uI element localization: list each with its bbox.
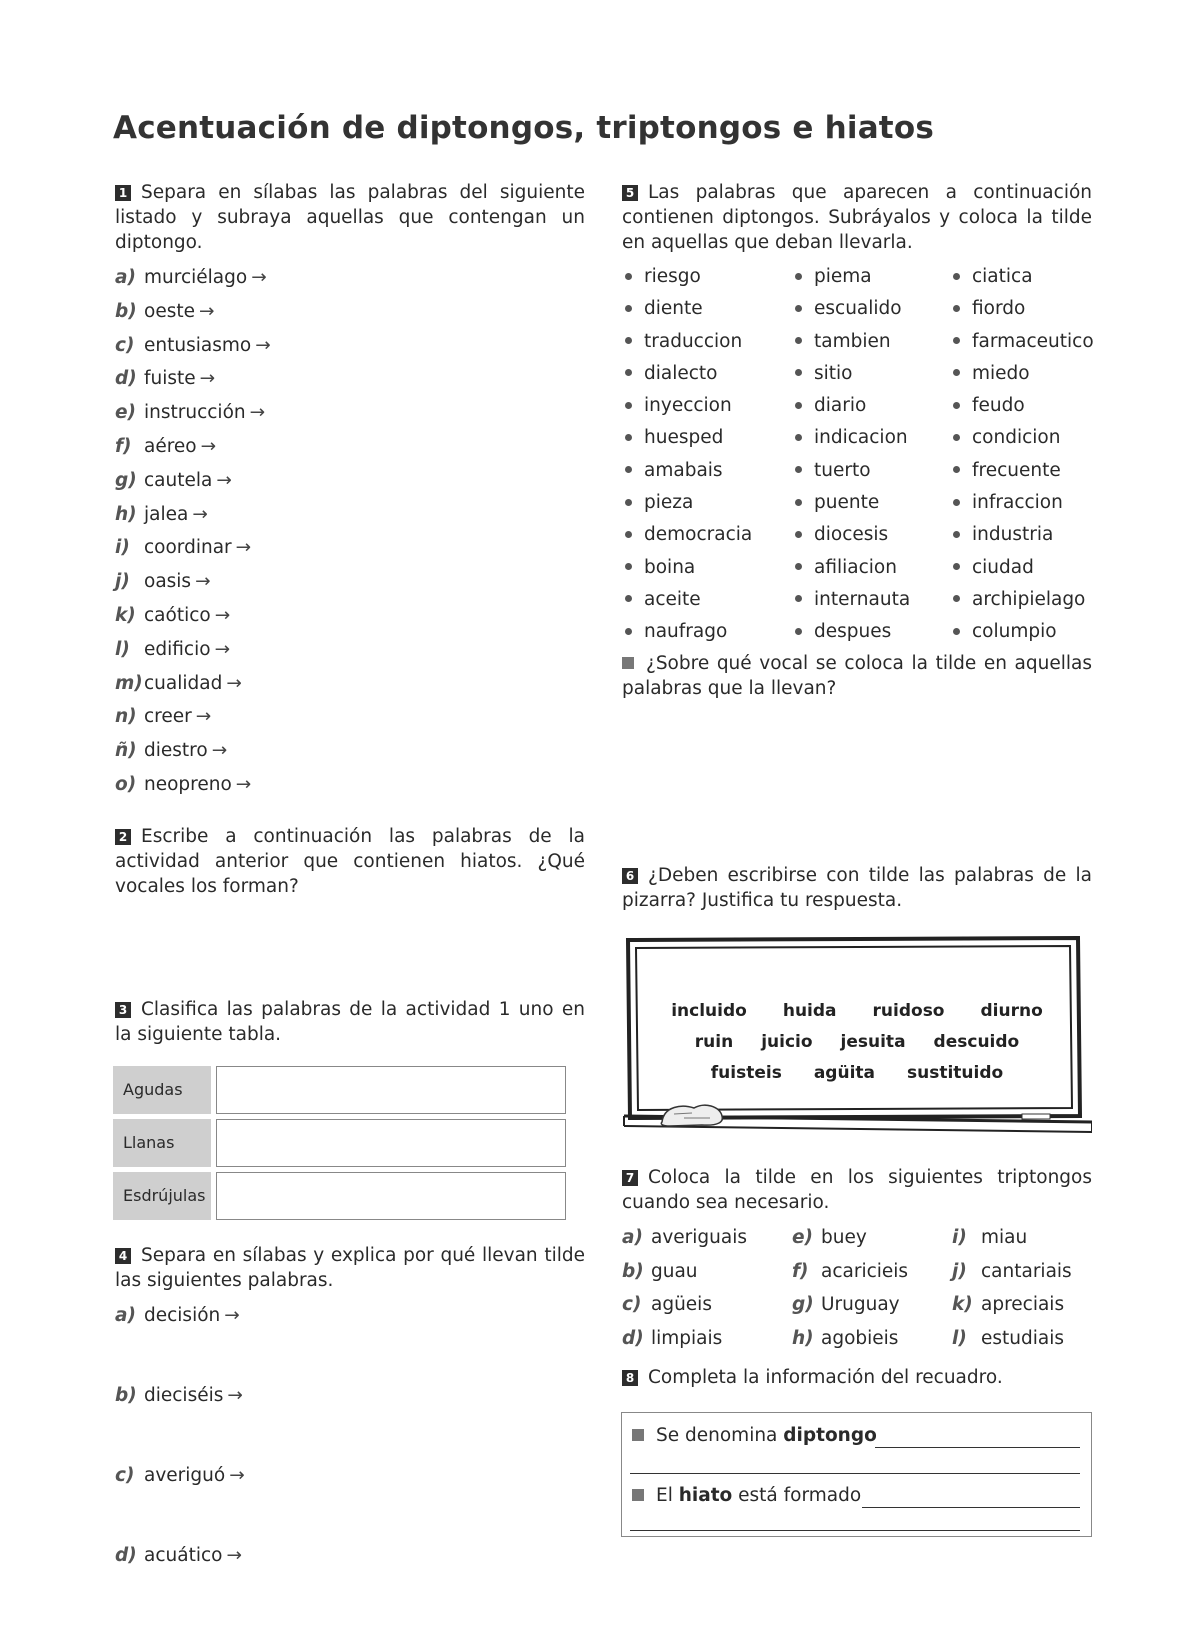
- word: archipielago: [972, 588, 1086, 610]
- info-keyword: diptongo: [783, 1425, 877, 1446]
- list-item: [950, 261, 1100, 293]
- item-word: oeste: [144, 300, 195, 322]
- arrow-icon: →: [249, 402, 266, 424]
- bullet-icon: [953, 434, 960, 441]
- item-letter: a): [115, 267, 136, 288]
- item-word: oasis: [144, 571, 192, 593]
- list-item: [115, 362, 585, 396]
- item-word: jalea: [144, 503, 189, 525]
- list-item: [115, 464, 585, 498]
- answer-line[interactable]: [630, 1473, 1080, 1474]
- exercise-number: 8: [622, 1370, 638, 1386]
- bullet-icon: [625, 305, 632, 312]
- word: fiordo: [972, 298, 1026, 320]
- list-item: [115, 295, 585, 329]
- item-letter: h): [115, 503, 137, 525]
- list-item: [792, 261, 950, 293]
- exercise-number: 1: [115, 185, 131, 201]
- item-word: guau: [651, 1260, 698, 1282]
- list-item: [952, 1322, 1102, 1356]
- exercise-1-prompt: [115, 180, 585, 255]
- arrow-icon: →: [214, 638, 231, 660]
- bullet-icon: [953, 337, 960, 344]
- list-item: [792, 487, 950, 519]
- list-item: [115, 734, 585, 768]
- word-bullet-grid: [622, 261, 1092, 649]
- square-bullet-icon: [622, 657, 634, 669]
- square-bullet-icon: [632, 1489, 644, 1501]
- board-word: incluido: [671, 1001, 747, 1021]
- exercise-text: Clasifica las palabras de la actividad 1 uno en la siguiente tabla.: [115, 998, 585, 1045]
- word: aceite: [644, 588, 701, 610]
- list-item: [792, 422, 950, 454]
- arrow-icon: →: [200, 435, 217, 457]
- bullet-icon: [795, 466, 802, 473]
- word: diente: [644, 298, 703, 320]
- board-word: fuisteis: [710, 1063, 782, 1083]
- row-label: Agudas: [113, 1066, 211, 1114]
- list-item: [950, 326, 1100, 358]
- subquestion-text: ¿Sobre qué vocal se coloca la tilde en aquellas palabras que la llevan?: [622, 652, 1092, 699]
- word: diocesis: [814, 524, 889, 546]
- exercise-4-list: [115, 1299, 585, 1573]
- table-row: [113, 1172, 566, 1220]
- word: riesgo: [644, 266, 701, 287]
- arrow-icon: →: [229, 1464, 245, 1486]
- table-row: [113, 1119, 566, 1167]
- word: puente: [814, 492, 880, 514]
- answer-line[interactable]: [875, 1447, 1080, 1448]
- word: dialecto: [644, 362, 718, 384]
- bullet-icon: [795, 499, 802, 506]
- word: tuerto: [814, 459, 871, 481]
- item-word: cautela: [144, 469, 213, 491]
- item-word: creer: [144, 706, 192, 728]
- exercise-7-prompt: [622, 1165, 1092, 1215]
- item-word: miau: [981, 1227, 1028, 1248]
- item-word: caótico: [144, 604, 211, 626]
- word: naufrago: [644, 621, 728, 643]
- list-item: [952, 1288, 1102, 1322]
- item-letter: c): [622, 1294, 642, 1315]
- list-item: [792, 358, 950, 390]
- item-word: diestro: [144, 740, 208, 762]
- board-row: [622, 996, 1092, 1027]
- board-word: sustituido: [907, 1063, 1004, 1083]
- item-word: cantariais: [981, 1260, 1072, 1282]
- exercise-text: Completa la información del recuadro.: [648, 1367, 1003, 1388]
- word: tambien: [814, 330, 891, 352]
- list-item: [115, 430, 585, 464]
- bullet-icon: [795, 402, 802, 409]
- row-label: Llanas: [113, 1119, 211, 1167]
- exercise-text: Coloca la tilde en los siguientes triptongos cuando sea necesario.: [622, 1167, 1092, 1213]
- list-item: [622, 390, 792, 422]
- item-letter: j): [952, 1260, 967, 1282]
- list-item: [115, 498, 585, 532]
- board-row: [622, 1027, 1092, 1058]
- list-item: [622, 519, 792, 551]
- list-item: [115, 329, 585, 363]
- list-item: [115, 599, 585, 633]
- item-word: acaricieis: [821, 1260, 909, 1282]
- item-word: edificio: [144, 638, 211, 660]
- chalkboard-illustration: [622, 936, 1092, 1136]
- exercise-number: 7: [622, 1170, 638, 1186]
- info-box: [621, 1412, 1092, 1537]
- bullet-icon: [953, 563, 960, 570]
- word: indicacion: [814, 427, 908, 449]
- list-item: [115, 700, 585, 734]
- exercise-text: Separa en sílabas y explica por qué llevan tilde las siguientes palabras.: [115, 1244, 585, 1291]
- item-letter: ñ): [115, 740, 137, 762]
- bullet-icon: [795, 305, 802, 312]
- left-column: [115, 180, 585, 1573]
- list-item: [622, 293, 792, 325]
- item-letter: e): [115, 402, 137, 424]
- board-row: [622, 1058, 1092, 1089]
- item-letter: h): [792, 1327, 814, 1349]
- item-letter: i): [952, 1227, 967, 1248]
- item-letter: a): [115, 1304, 136, 1326]
- list-item: [950, 358, 1100, 390]
- exercise-text: ¿Deben escribirse con tilde las palabras de la pizarra? Justifica tu respuesta.: [622, 864, 1092, 911]
- exercise-text: Escribe a continuación las palabras de la actividad anterior que contienen hiatos. ¿Qué vocales los forman?: [115, 825, 585, 897]
- bullet-icon: [795, 337, 802, 344]
- item-word: murciélago: [144, 267, 248, 288]
- bullet-icon: [953, 531, 960, 538]
- board-word: descuido: [933, 1032, 1020, 1052]
- list-item: [115, 1299, 585, 1379]
- list-item: [950, 519, 1100, 551]
- arrow-icon: →: [199, 368, 216, 390]
- item-word: aéreo: [144, 435, 197, 457]
- list-item: [622, 1221, 792, 1255]
- word: afiliacion: [814, 556, 897, 578]
- list-item: [950, 616, 1100, 648]
- info-text: Se denomina: [656, 1425, 784, 1446]
- word: farmaceutico: [972, 330, 1094, 352]
- word: democracia: [644, 524, 753, 546]
- list-item: [622, 616, 792, 648]
- arrow-icon: →: [211, 740, 228, 762]
- bullet-icon: [625, 273, 632, 280]
- arrow-icon: →: [226, 672, 242, 694]
- word: columpio: [972, 621, 1057, 643]
- word: miedo: [972, 362, 1030, 384]
- list-item: [115, 1459, 585, 1539]
- bullet-icon: [953, 499, 960, 506]
- word: amabais: [644, 459, 723, 481]
- word: infraccion: [972, 492, 1063, 514]
- item-word: agüeis: [651, 1294, 712, 1315]
- list-item: [792, 519, 950, 551]
- list-item: [792, 1221, 952, 1255]
- classification-table: [113, 1061, 566, 1225]
- item-letter: l): [115, 638, 130, 660]
- bullet-icon: [953, 369, 960, 376]
- list-item: [622, 261, 792, 293]
- item-word: averiguais: [651, 1227, 747, 1248]
- exercise-6-prompt: [622, 863, 1092, 913]
- arrow-icon: →: [195, 706, 212, 728]
- item-letter: e): [792, 1227, 814, 1248]
- table-row: [113, 1066, 566, 1114]
- bullet-icon: [625, 402, 632, 409]
- word: huesped: [644, 427, 724, 449]
- bullet-icon: [953, 466, 960, 473]
- list-item: [115, 531, 585, 565]
- item-letter: f): [115, 435, 132, 457]
- bullet-icon: [625, 369, 632, 376]
- item-word: acuático: [144, 1544, 223, 1566]
- arrow-icon: →: [251, 267, 267, 288]
- list-item: [622, 1288, 792, 1322]
- answer-box[interactable]: [216, 1172, 566, 1220]
- exercise-1-list: [115, 261, 585, 802]
- list-item: [622, 552, 792, 584]
- list-item: [115, 633, 585, 667]
- item-letter: g): [115, 469, 137, 491]
- word: boina: [644, 556, 696, 578]
- list-item: [622, 1255, 792, 1289]
- row-label: Esdrújulas: [113, 1172, 211, 1220]
- item-word: neopreno: [144, 773, 232, 795]
- bullet-icon: [625, 563, 632, 570]
- info-text: está formado: [732, 1485, 862, 1506]
- list-item: [950, 293, 1100, 325]
- item-letter: d): [115, 368, 137, 390]
- exercise-number: 2: [115, 829, 131, 845]
- item-letter: b): [115, 1384, 137, 1406]
- bullet-icon: [953, 273, 960, 280]
- word: feudo: [972, 395, 1025, 417]
- list-item: [792, 1255, 952, 1289]
- item-letter: l): [952, 1327, 967, 1349]
- square-bullet-icon: [632, 1429, 644, 1441]
- list-item: [622, 1322, 792, 1356]
- list-item: [792, 1288, 952, 1322]
- bullet-icon: [953, 595, 960, 602]
- item-letter: c): [115, 1464, 135, 1486]
- list-item: [115, 396, 585, 430]
- item-letter: g): [792, 1294, 814, 1315]
- exercise-text: Separa en sílabas las palabras del siguiente listado y subraya aquellas que contengan un diptongo.: [115, 182, 585, 253]
- item-word: instrucción: [144, 402, 246, 424]
- list-item: [622, 358, 792, 390]
- list-item: [792, 616, 950, 648]
- item-letter: b): [115, 300, 137, 322]
- answer-line[interactable]: [862, 1507, 1080, 1508]
- word: inyeccion: [644, 395, 732, 417]
- exercise-5-prompt: [622, 180, 1092, 255]
- bullet-icon: [953, 305, 960, 312]
- item-letter: a): [622, 1227, 643, 1248]
- item-word: agobieis: [821, 1327, 899, 1349]
- list-item: [622, 487, 792, 519]
- exercise-7: [622, 1165, 1092, 1390]
- item-word: dieciséis: [144, 1384, 224, 1406]
- bullet-icon: [795, 595, 802, 602]
- list-item: [115, 768, 585, 802]
- item-word: decisión: [144, 1304, 221, 1326]
- item-word: estudiais: [981, 1327, 1064, 1349]
- bullet-icon: [625, 628, 632, 635]
- word: internauta: [814, 588, 911, 610]
- list-item: [115, 261, 585, 295]
- arrow-icon: →: [192, 503, 208, 525]
- bullet-icon: [795, 628, 802, 635]
- triptongo-list: [622, 1221, 1092, 1355]
- item-letter: o): [115, 773, 137, 795]
- list-item: [115, 1539, 585, 1573]
- board-word: huida: [782, 1001, 837, 1021]
- answer-box[interactable]: [216, 1066, 566, 1114]
- item-letter: c): [115, 334, 135, 356]
- list-item: [792, 584, 950, 616]
- word: escualido: [814, 298, 902, 320]
- item-letter: k): [115, 604, 136, 626]
- list-item: [792, 390, 950, 422]
- arrow-icon: →: [235, 537, 252, 559]
- board-word: diurno: [980, 1001, 1043, 1021]
- word: frecuente: [972, 459, 1061, 481]
- info-keyword: hiato: [678, 1485, 733, 1506]
- list-item: [792, 455, 950, 487]
- bullet-icon: [795, 369, 802, 376]
- list-item: [950, 422, 1100, 454]
- bullet-icon: [953, 628, 960, 635]
- arrow-icon: →: [214, 604, 231, 626]
- item-word: fuiste: [144, 368, 196, 390]
- arrow-icon: →: [195, 571, 211, 593]
- answer-line[interactable]: [630, 1530, 1080, 1531]
- item-word: coordinar: [144, 537, 232, 559]
- word: ciatica: [972, 266, 1033, 287]
- board-word: ruidoso: [872, 1001, 945, 1021]
- list-item: [792, 326, 950, 358]
- item-word: averiguó: [144, 1464, 226, 1486]
- list-item: [792, 552, 950, 584]
- list-item: [950, 584, 1100, 616]
- bullet-icon: [795, 434, 802, 441]
- word: despues: [814, 621, 892, 643]
- word: piema: [814, 266, 872, 287]
- bullet-icon: [625, 531, 632, 538]
- bullet-icon: [795, 531, 802, 538]
- item-letter: m): [115, 672, 143, 694]
- right-column: [622, 180, 1092, 913]
- item-word: buey: [821, 1227, 867, 1248]
- word: industria: [972, 524, 1054, 546]
- arrow-icon: →: [216, 469, 232, 491]
- bullet-icon: [625, 499, 632, 506]
- word: diario: [814, 395, 867, 417]
- exercise-4-prompt: [115, 1243, 585, 1293]
- answer-box[interactable]: [216, 1119, 566, 1167]
- info-line-diptongo: [632, 1425, 877, 1446]
- exercise-8-prompt: [622, 1365, 1092, 1390]
- item-word: apreciais: [981, 1294, 1065, 1315]
- item-letter: k): [952, 1294, 973, 1315]
- item-letter: d): [622, 1327, 644, 1349]
- bullet-icon: [953, 402, 960, 409]
- bullet-icon: [795, 563, 802, 570]
- list-item: [792, 1322, 952, 1356]
- exercise-number: 4: [115, 1248, 131, 1264]
- list-item: [950, 552, 1100, 584]
- list-item: [622, 326, 792, 358]
- list-item: [952, 1221, 1102, 1255]
- exercise-number: 5: [622, 185, 638, 201]
- item-word: entusiasmo: [144, 334, 252, 356]
- board-word: juicio: [761, 1032, 813, 1052]
- list-item: [950, 390, 1100, 422]
- exercise-2-prompt: [115, 824, 585, 899]
- list-item: [622, 584, 792, 616]
- word: pieza: [644, 492, 694, 514]
- exercise-number: 3: [115, 1002, 131, 1018]
- bullet-icon: [795, 273, 802, 280]
- arrow-icon: →: [255, 334, 271, 356]
- bullet-icon: [625, 466, 632, 473]
- item-letter: b): [622, 1260, 644, 1282]
- list-item: [622, 455, 792, 487]
- exercise-text: Las palabras que aparecen a continuación contienen diptongos. Subráyalos y coloca la tilde en aquellas que deban llevarla.: [622, 182, 1092, 253]
- word: condicion: [972, 427, 1061, 449]
- info-line-hiato: [632, 1485, 861, 1506]
- item-word: cualidad: [144, 672, 223, 694]
- list-item: [792, 293, 950, 325]
- bullet-icon: [625, 595, 632, 602]
- arrow-icon: →: [235, 773, 252, 795]
- arrow-icon: →: [226, 1544, 242, 1566]
- chalkboard-words: [622, 996, 1092, 1089]
- item-letter: n): [115, 706, 137, 728]
- list-item: [622, 422, 792, 454]
- arrow-icon: →: [224, 1304, 240, 1326]
- exercise-3-prompt: [115, 997, 585, 1047]
- item-letter: d): [115, 1544, 137, 1566]
- list-item: [950, 455, 1100, 487]
- bullet-icon: [625, 337, 632, 344]
- list-item: [115, 565, 585, 599]
- bullet-icon: [625, 434, 632, 441]
- list-item: [952, 1255, 1102, 1289]
- exercise-5-subquestion: [622, 651, 1092, 701]
- arrow-icon: →: [198, 300, 215, 322]
- page-title: Acentuación de diptongos, triptongos e hiatos: [113, 110, 934, 146]
- item-word: limpiais: [651, 1327, 723, 1349]
- item-letter: f): [792, 1260, 809, 1282]
- board-word: agüita: [813, 1063, 875, 1083]
- exercise-number: 6: [622, 868, 638, 884]
- word: traduccion: [644, 330, 743, 352]
- board-word: ruin: [694, 1032, 734, 1052]
- item-letter: i): [115, 537, 130, 559]
- list-item: [115, 667, 585, 701]
- info-text: El: [656, 1485, 679, 1506]
- arrow-icon: →: [227, 1384, 243, 1406]
- list-item: [115, 1379, 585, 1459]
- board-word: jesuita: [840, 1032, 906, 1052]
- word: ciudad: [972, 556, 1034, 578]
- list-item: [950, 487, 1100, 519]
- item-word: Uruguay: [821, 1294, 900, 1315]
- item-letter: j): [115, 571, 130, 593]
- word: sitio: [814, 362, 853, 384]
